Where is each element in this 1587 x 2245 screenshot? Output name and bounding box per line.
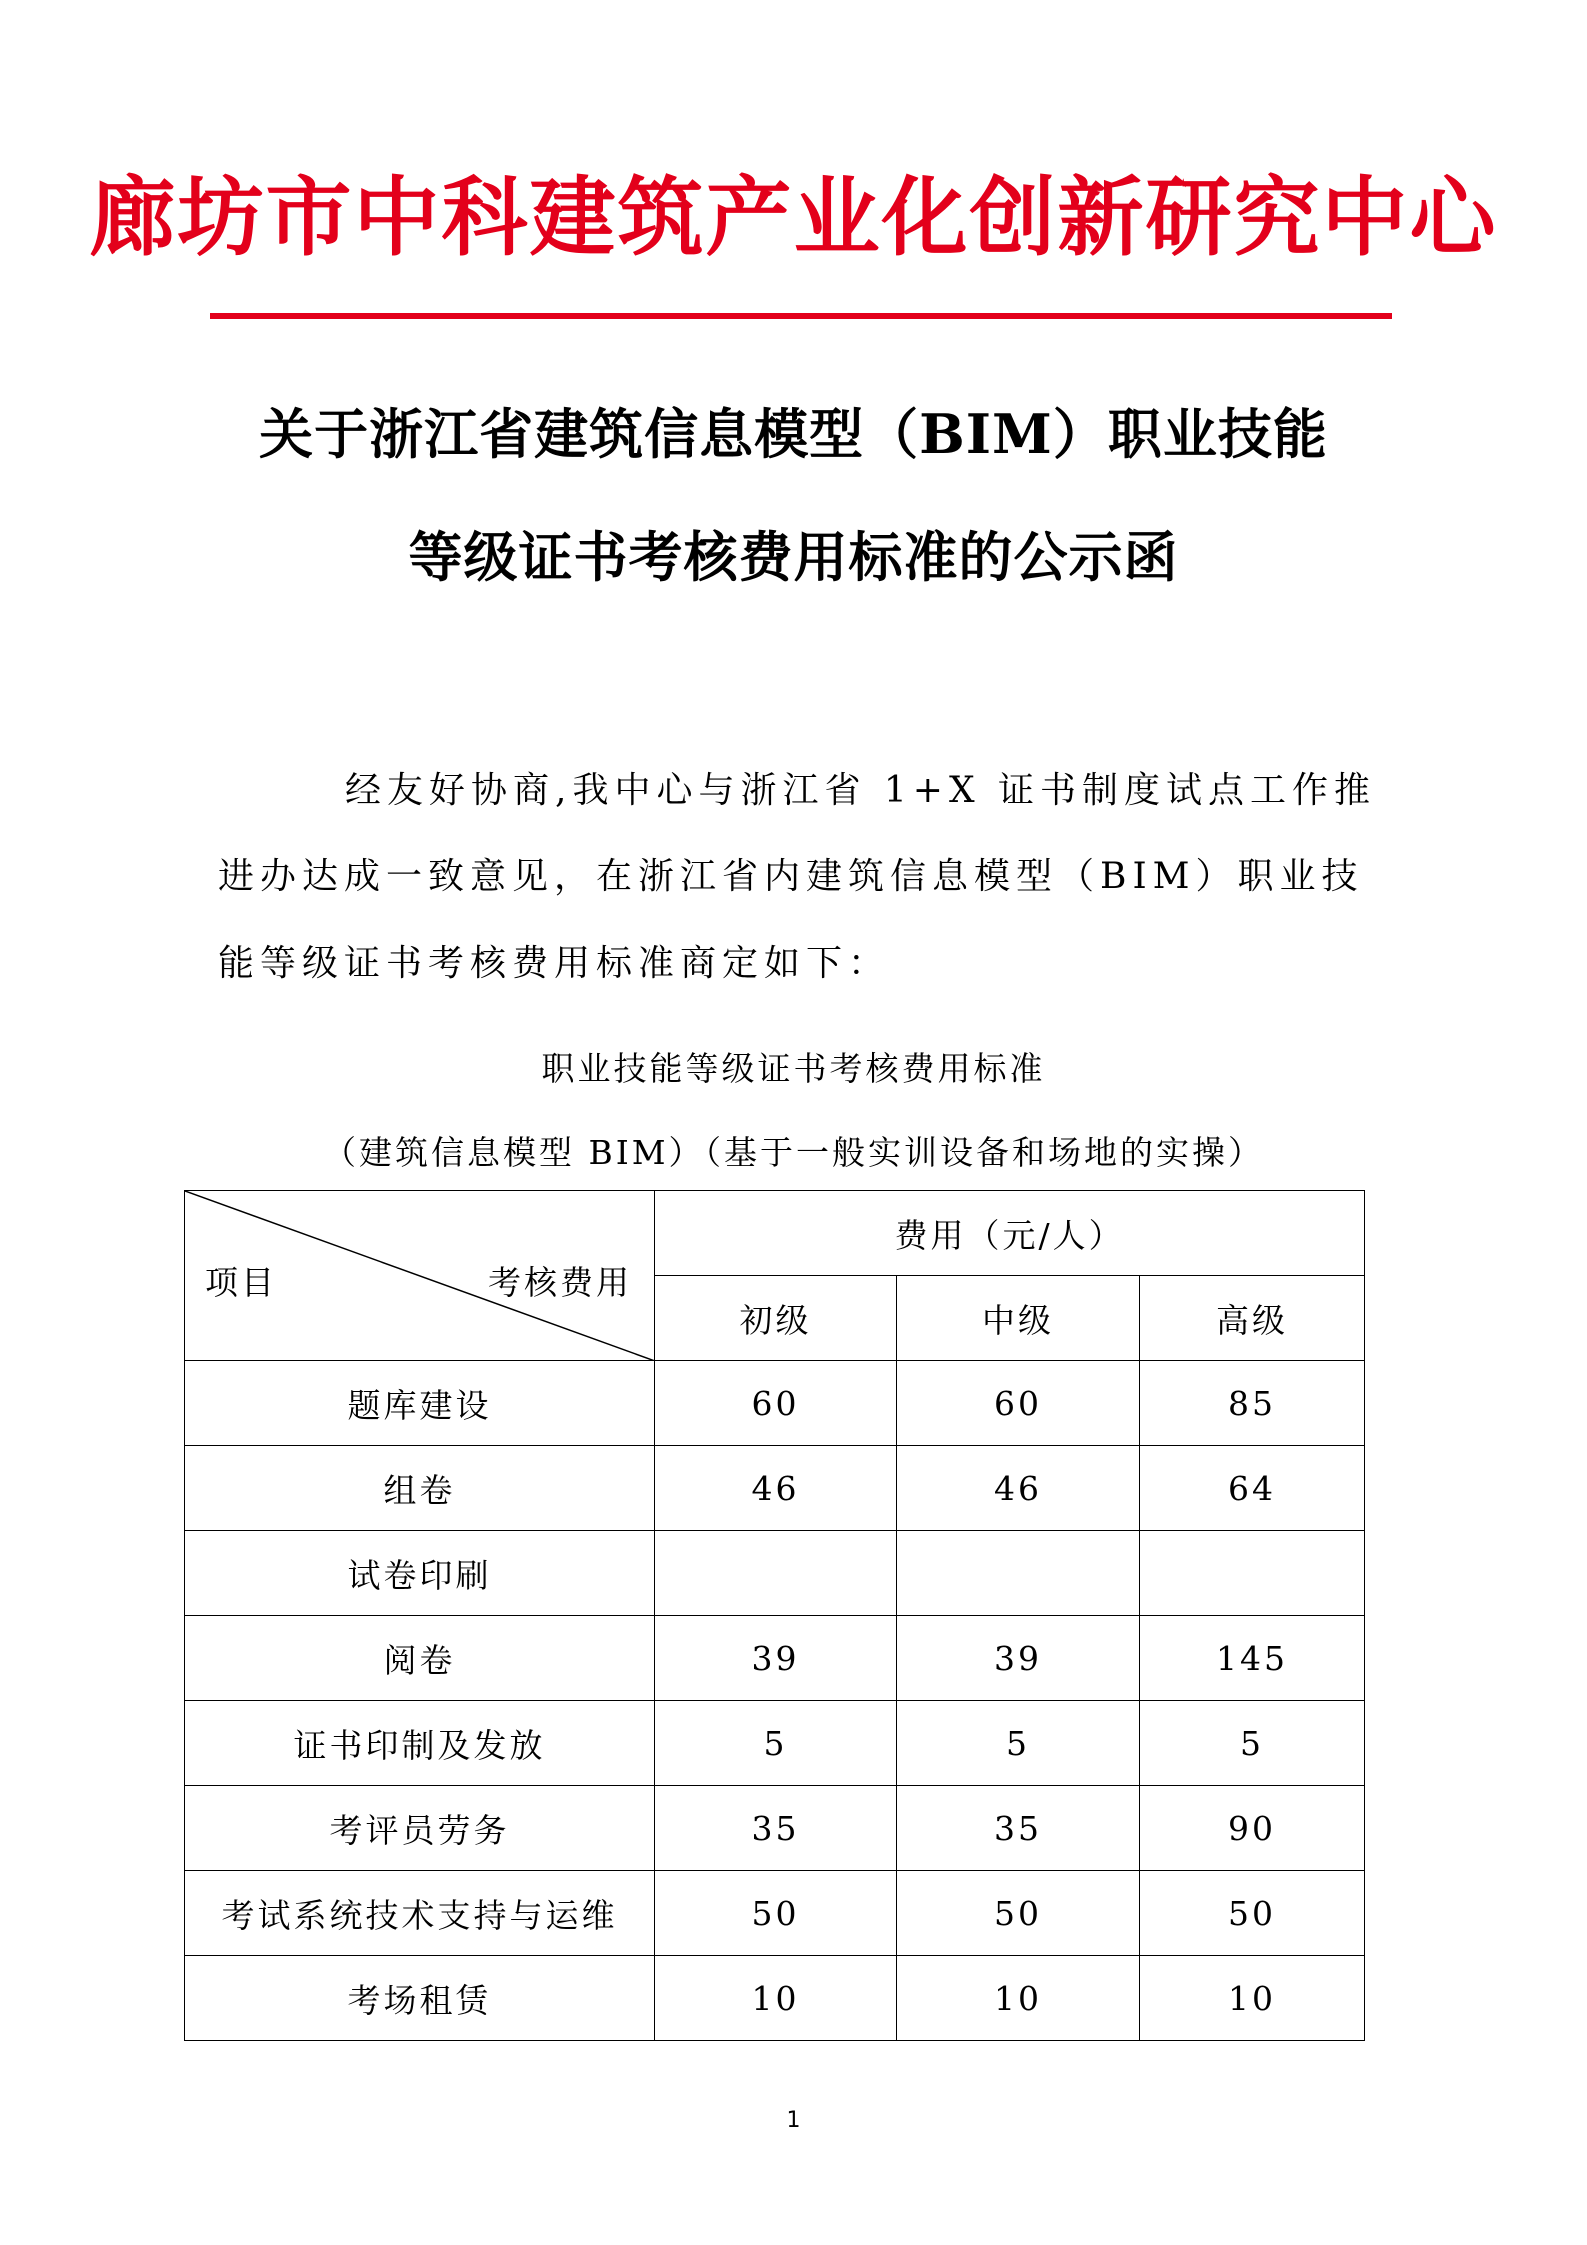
fee-value-cell (655, 1531, 897, 1616)
corner-label-item: 项目 (205, 1263, 277, 1302)
corner-label-fee: 考核费用 (488, 1263, 632, 1302)
table-caption-2: （建筑信息模型 BIM）（基于一般实训设备和场地的实操） (322, 1133, 1265, 1172)
page-number: 1 (786, 2108, 801, 2133)
item-cell: 考评员劳务 (185, 1786, 655, 1871)
fee-value-cell (1140, 1531, 1365, 1616)
level-header-cell: 高级 (1140, 1276, 1365, 1361)
fee-value-cell: 85 (1140, 1361, 1365, 1446)
item-cell: 试卷印刷 (185, 1531, 655, 1616)
level-header-cell: 初级 (655, 1276, 897, 1361)
body-text-line-3: 能等级证书考核费用标准商定如下： (218, 943, 891, 984)
item-cell: 阅卷 (185, 1616, 655, 1701)
body-text-line-2: 进办达成一致意见，在浙江省内建筑信息模型（BIM）职业技 (218, 856, 1364, 897)
fee-value-cell: 35 (655, 1786, 897, 1871)
table-row (185, 1786, 1365, 1871)
table-row (185, 1446, 1365, 1531)
table-row (185, 1531, 1365, 1616)
table-row (185, 1871, 1365, 1956)
fee-value-cell: 46 (897, 1446, 1140, 1531)
table-row (185, 1616, 1365, 1701)
fee-value-cell: 5 (1140, 1701, 1365, 1786)
item-cell: 考场租赁 (185, 1956, 655, 2041)
fee-value-cell: 46 (655, 1446, 897, 1531)
fee-value-cell: 60 (897, 1361, 1140, 1446)
body-text-line-1: 经友好协商,我中心与浙江省 1+X 证书制度试点工作推 (345, 770, 1377, 811)
fee-value-cell: 39 (897, 1616, 1140, 1701)
fee-value-cell: 50 (655, 1871, 897, 1956)
document-title-line-2: 等级证书考核费用标准的公示函 (408, 525, 1179, 589)
fee-value-cell: 35 (897, 1786, 1140, 1871)
fee-value-cell: 50 (1140, 1871, 1365, 1956)
fee-value-cell: 145 (1140, 1616, 1365, 1701)
fee-value-cell: 10 (897, 1956, 1140, 2041)
document-title-line-1: 关于浙江省建筑信息模型（BIM）职业技能 (259, 402, 1328, 466)
table-row (185, 1361, 1365, 1446)
item-cell: 组卷 (185, 1446, 655, 1531)
fee-value-cell: 5 (655, 1701, 897, 1786)
group-header-cell: 费用（元/人） (655, 1191, 1365, 1276)
fee-value-cell: 64 (1140, 1446, 1365, 1531)
item-cell: 证书印制及发放 (185, 1701, 655, 1786)
table-caption-1: 职业技能等级证书考核费用标准 (541, 1049, 1046, 1088)
item-cell: 题库建设 (185, 1361, 655, 1446)
table-header-row (185, 1191, 1365, 1276)
header-divider (210, 313, 1392, 319)
fee-value-cell: 90 (1140, 1786, 1365, 1871)
table-row (185, 1956, 1365, 2041)
fee-value-cell: 5 (897, 1701, 1140, 1786)
fee-value-cell: 50 (897, 1871, 1140, 1956)
fee-value-cell (897, 1531, 1140, 1616)
fee-value-cell: 10 (655, 1956, 897, 2041)
fee-value-cell: 60 (655, 1361, 897, 1446)
fee-table (184, 1190, 1365, 2041)
level-header-cell: 中级 (897, 1276, 1140, 1361)
item-cell: 考试系统技术支持与运维 (185, 1871, 655, 1956)
fee-value-cell: 39 (655, 1616, 897, 1701)
table-row (185, 1701, 1365, 1786)
organization-name: 廊坊市中科建筑产业化创新研究中心 (89, 168, 1498, 268)
fee-value-cell: 10 (1140, 1956, 1365, 2041)
corner-header-cell (185, 1191, 655, 1361)
